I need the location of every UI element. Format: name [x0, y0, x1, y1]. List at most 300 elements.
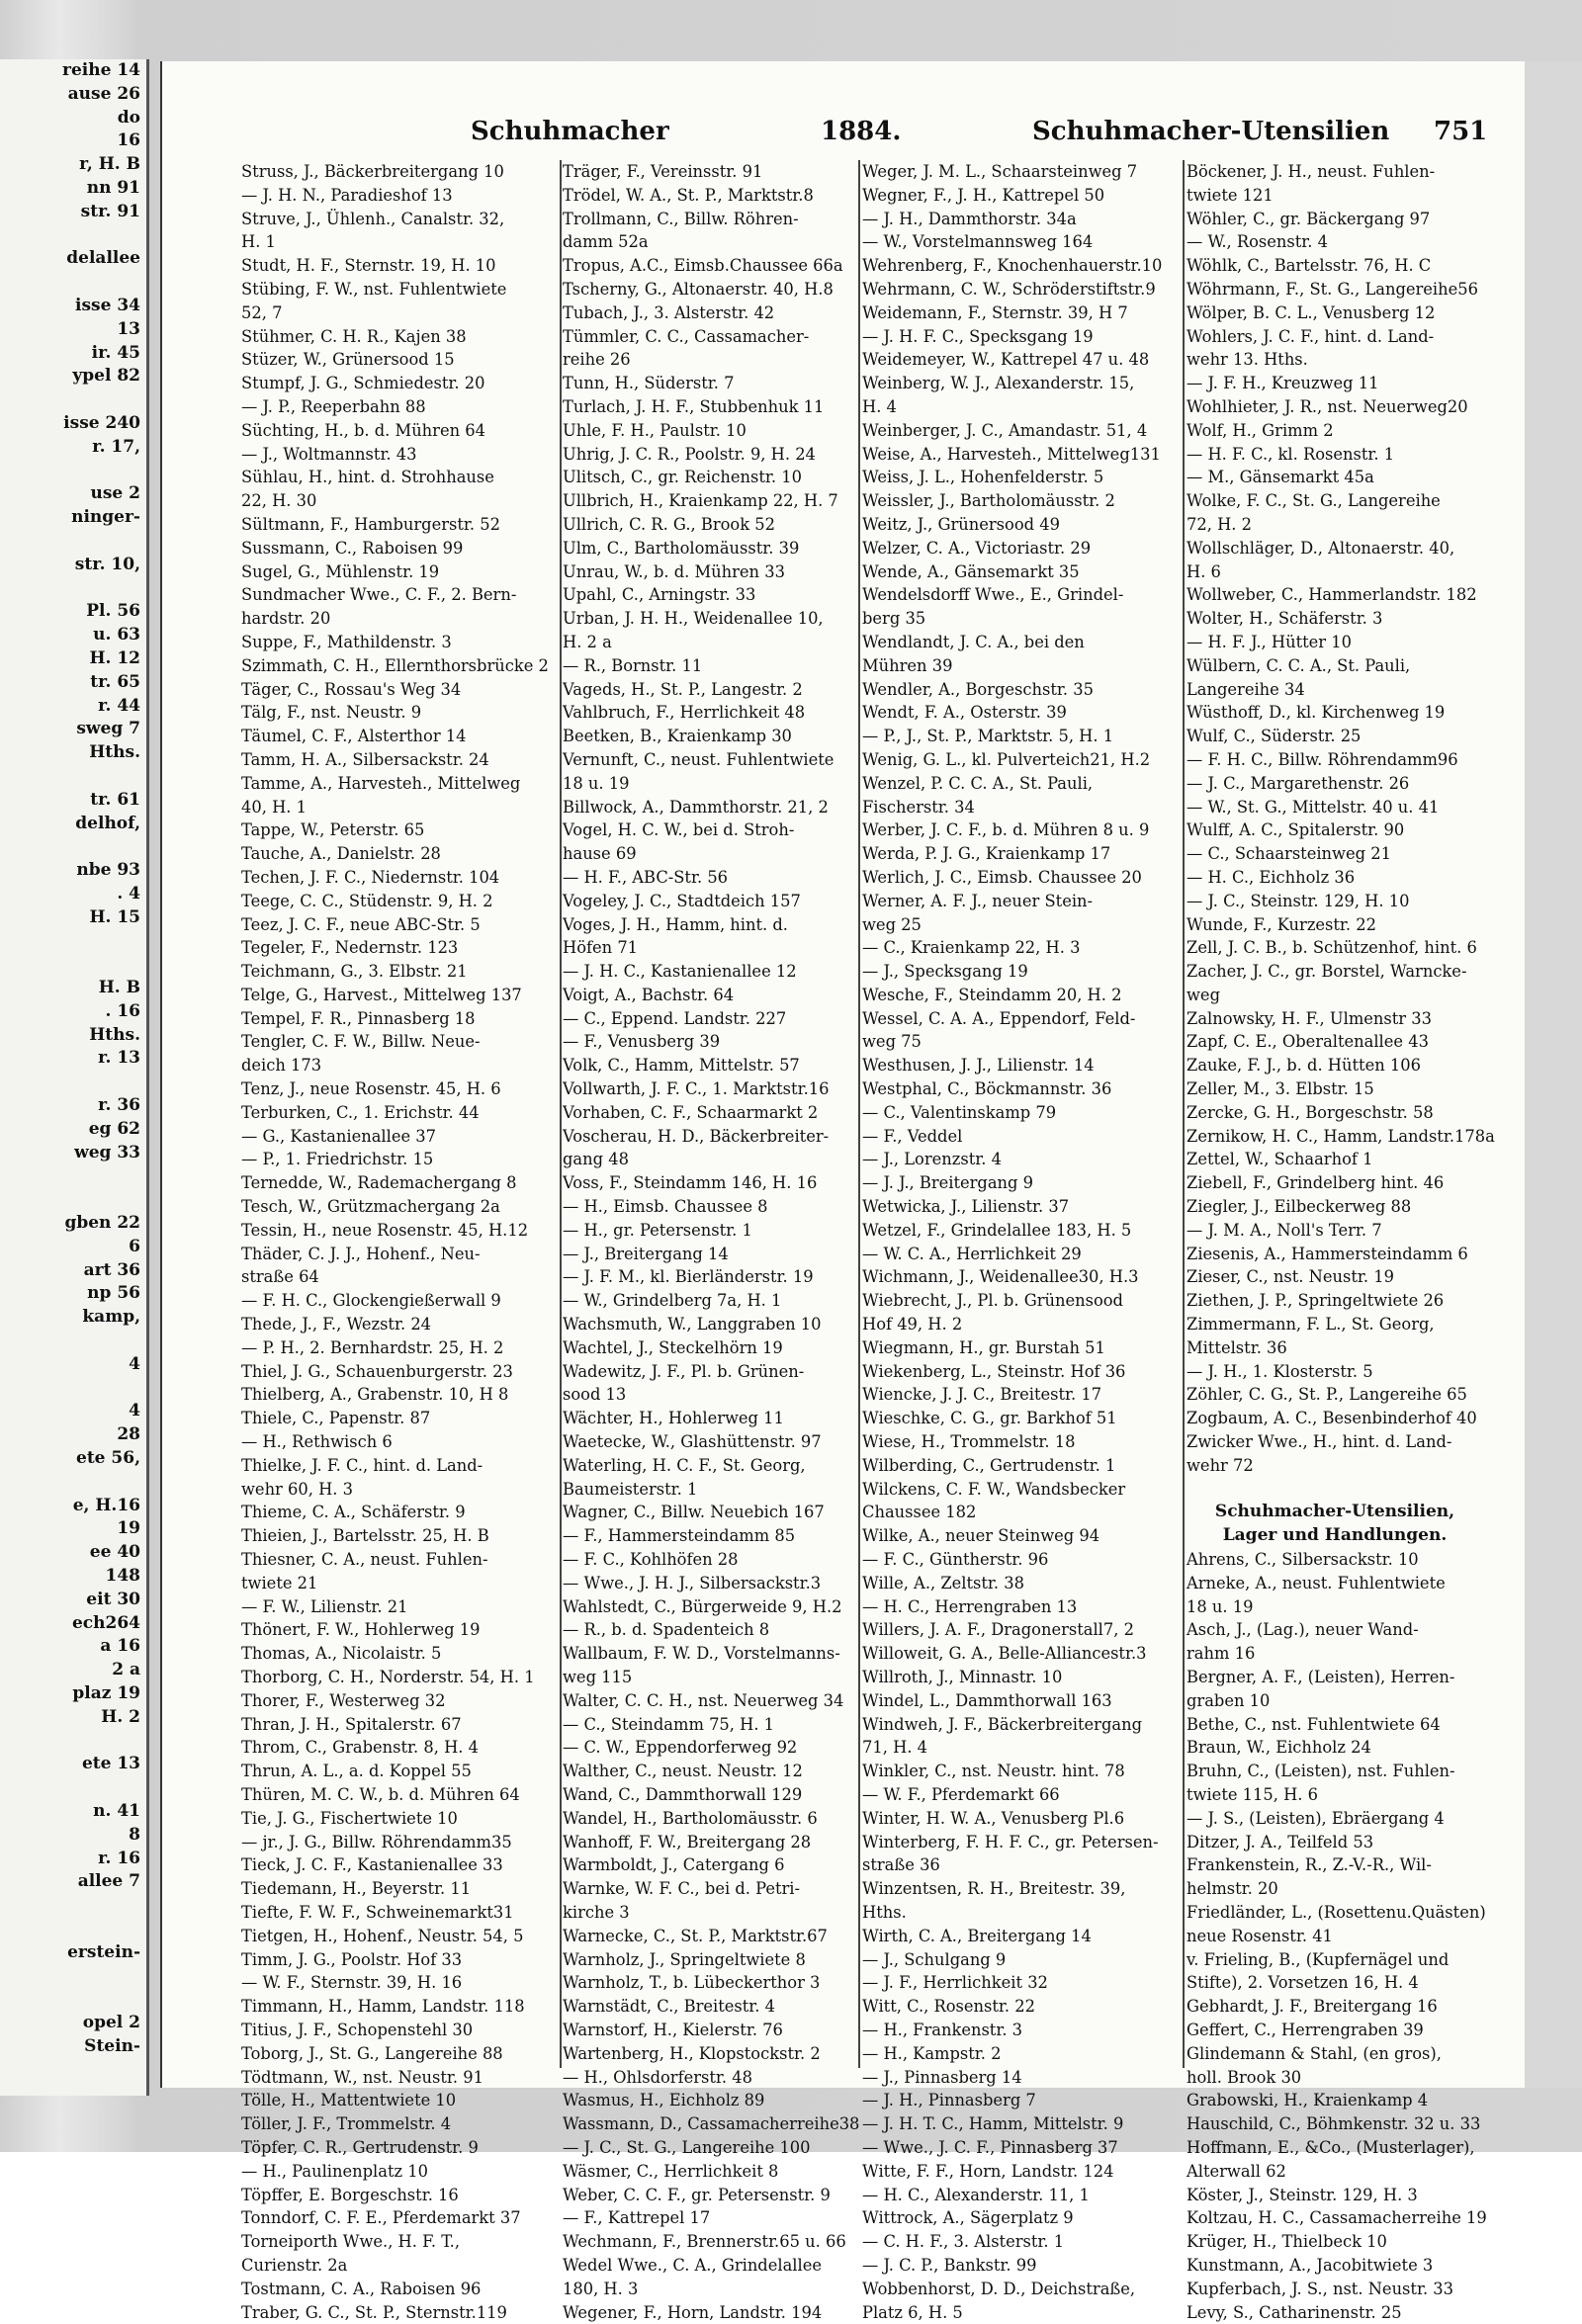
directory-entry: Friedländer, L., (Rosettenu.Quästen) [1186, 1902, 1486, 1922]
directory-entry: Mittelstr. 36 [1186, 1337, 1287, 1357]
directory-entry: Thrun, A. L., a. d. Koppel 55 [241, 1762, 472, 1781]
directory-entry: Wetwicka, J., Lilienstr. 37 [862, 1197, 1070, 1217]
directory-entry: Tiedemann, H., Beyerstr. 11 [241, 1879, 472, 1899]
directory-entry: Weber, C. C. F., gr. Petersenstr. 9 [563, 2185, 831, 2204]
left-page-line: r. 44 [98, 695, 140, 716]
directory-entry: Wohlhieter, J. R., nst. Neuerweg20 [1186, 396, 1468, 416]
directory-entry: Thönert, F. W., Hohlerweg 19 [241, 1620, 481, 1640]
left-page-line: 13 [117, 318, 140, 339]
directory-entry: hause 69 [563, 844, 637, 864]
directory-entry: Westphal, C., Böckmannstr. 36 [862, 1079, 1112, 1099]
section-heading: Lager und Handlungen. [1222, 1525, 1448, 1546]
left-page-line [0, 1965, 146, 1989]
directory-entry: Zacher, J. C., gr. Borstel, Warncke- [1186, 962, 1467, 982]
directory-entry: Weise, A., Harvesteh., Mittelweg131 [862, 444, 1161, 464]
directory-entry: — H. F. C., kl. Rosenstr. 1 [1186, 444, 1395, 464]
left-page-line: isse 240 [63, 412, 140, 433]
directory-entry: Ahrens, C., Silbersackstr. 10 [1186, 1550, 1419, 1570]
directory-entry: — C. W., Eppendorferweg 92 [563, 1738, 798, 1758]
directory-entry: Wilckens, C. F. W., Wandsbecker [862, 1479, 1126, 1499]
directory-entry: — C., Steindamm 75, H. 1 [563, 1714, 775, 1734]
directory-entry: — R., Bornstr. 11 [563, 655, 703, 675]
directory-entry: Süchting, H., b. d. Mühren 64 [241, 420, 485, 440]
directory-entry: — F., Hammersteindamm 85 [563, 1526, 796, 1546]
directory-entry: — J., Lorenzstr. 4 [862, 1150, 1002, 1169]
directory-column-2 [563, 160, 860, 2322]
directory-entry: Willers, J. A. F., Dragonerstall7, 2 [862, 1620, 1134, 1640]
left-page-line: 148 [105, 1566, 140, 1586]
directory-entry: Wahlstedt, C., Bürgerweide 9, H.2 [563, 1596, 842, 1616]
directory-entry: Thiel, J. G., Schauenburgerstr. 23 [241, 1361, 513, 1381]
directory-entry: Toborg, J., St. G., Langereihe 88 [241, 2043, 503, 2063]
directory-entry: Vogeley, J. C., Stadtdeich 157 [563, 891, 801, 910]
left-page-line: Stein- [84, 2035, 140, 2056]
directory-entry: Techen, J. F. C., Niedernstr. 104 [241, 867, 500, 887]
directory-entry: Teege, C. C., Stüdenstr. 9, H. 2 [241, 891, 493, 910]
directory-entry: Grabowski, H., Kraienkamp 4 [1186, 2091, 1429, 2110]
directory-entry: Thorer, F., Westerweg 32 [241, 1690, 446, 1710]
directory-entry: Thran, J. H., Spitalerstr. 67 [241, 1714, 462, 1734]
left-page-line: allee 7 [77, 1871, 140, 1892]
directory-entry: Wiekenberg, L., Steinstr. Hof 36 [862, 1361, 1126, 1381]
directory-entry: Ziebell, F., Grindelberg hint. 46 [1186, 1173, 1445, 1193]
directory-entry: Beetken, B., Kraienkamp 30 [563, 727, 792, 746]
directory-entry: Ulitsch, C., gr. Reichenstr. 10 [563, 468, 802, 487]
directory-entry: — W., Grindelberg 7a, H. 1 [563, 1291, 782, 1311]
directory-entry: — C., Kraienkamp 22, H. 3 [862, 938, 1081, 958]
directory-entry: Welzer, C. A., Victoriastr. 29 [862, 538, 1092, 558]
directory-entry: 18 u. 19 [563, 773, 630, 793]
directory-entry: Warnke, W. F. C., bei d. Petri- [563, 1879, 801, 1899]
directory-entry: Tubach, J., 3. Alsterstr. 42 [563, 302, 775, 322]
directory-column-4 [1186, 160, 1495, 2322]
directory-entry: Studt, H. F., Sternstr. 19, H. 10 [241, 256, 496, 276]
directory-entry: Alterwall 62 [1186, 2161, 1286, 2181]
directory-entry: Werlich, J. C., Eimsb. Chaussee 20 [862, 867, 1142, 887]
directory-entry: Tietgen, H., Hohenf., Neustr. 54, 5 [241, 1926, 524, 1945]
left-page-line [0, 460, 146, 483]
left-page-line: 2 a [112, 1660, 140, 1680]
directory-entry: Thielberg, A., Grabenstr. 10, H 8 [241, 1385, 509, 1405]
left-page-line: r. 36 [98, 1095, 140, 1116]
left-page-line: ninger- [71, 507, 140, 528]
directory-entry: Warnstädt, C., Breitestr. 4 [563, 1997, 775, 2017]
directory-entry: — J. H. C., Kastanienallee 12 [563, 962, 797, 982]
left-page-line: 4 [129, 1353, 140, 1374]
header-right-title: Schuhmacher-Utensilien [1032, 117, 1390, 146]
directory-entry: weg [1186, 985, 1220, 1004]
directory-entry: Wendelsdorff Wwe., E., Grindel- [862, 585, 1124, 605]
directory-entry: Wessel, C. A. A., Eppendorf, Feld- [862, 1008, 1136, 1028]
left-page-line [0, 929, 146, 953]
directory-entry: Warnstorf, H., Kielerstr. 76 [563, 2020, 783, 2039]
left-page-line: H. 15 [89, 906, 140, 927]
directory-entry: Szimmath, C. H., Ellernthorsbrücke 2 [241, 655, 549, 675]
left-page-line [0, 835, 146, 859]
left-page-line: np 56 [87, 1283, 140, 1304]
directory-entry: Weinberg, W. J., Alexanderstr. 15, [862, 374, 1135, 393]
directory-entry: Wulff, A. C., Spitalerstr. 90 [1186, 820, 1405, 840]
directory-entry: Wolke, F. C., St. G., Langereihe [1186, 491, 1441, 511]
directory-entry: neue Rosenstr. 41 [1186, 1926, 1333, 1945]
directory-entry: — F. C., Kohlhöfen 28 [563, 1550, 739, 1570]
directory-entry: Stübing, F. W., nst. Fuhlentwiete [241, 279, 507, 299]
directory-entry: Weger, J. M. L., Schaarsteinweg 7 [862, 162, 1138, 181]
left-page-line: ause 26 [67, 83, 140, 104]
directory-entry: — R., b. d. Spadenteich 8 [563, 1620, 770, 1640]
directory-entry: — J., Breitergang 14 [563, 1244, 729, 1263]
left-page-line [0, 1164, 146, 1188]
left-page-line: e, H.16 [72, 1495, 140, 1515]
directory-entry: — J. H., 1. Klosterstr. 5 [1186, 1361, 1373, 1381]
directory-entry: Warnholz, J., Springeltwiete 8 [563, 1949, 806, 1969]
scan-edge [1525, 61, 1582, 2088]
directory-entry: Zalnowsky, H. F., Ulmenstr 33 [1186, 1008, 1432, 1028]
directory-entry: Hths. [862, 1902, 907, 1922]
left-page-line: str. 10, [74, 554, 140, 574]
left-page-line: ypel 82 [72, 366, 140, 387]
left-page-line: nn 91 [86, 177, 140, 198]
directory-entry: Ternedde, W., Rademachergang 8 [241, 1173, 517, 1193]
directory-entry: — J. P., Reeperbahn 88 [241, 396, 426, 416]
directory-entry: Weiss, J. L., Hohenfelderstr. 5 [862, 468, 1104, 487]
directory-entry: Levy, S., Catharinenstr. 25 [1186, 2302, 1402, 2322]
directory-entry: Zercke, G. H., Borgeschstr. 58 [1186, 1102, 1434, 1122]
directory-entry [1186, 1478, 1483, 1502]
directory-entry: Wassmann, D., Cassamacherreihe38 [563, 2114, 860, 2134]
directory-entry: Uhrig, J. C. R., Poolstr. 9, H. 24 [563, 444, 816, 464]
directory-entry: — W., Vorstelmannsweg 164 [862, 232, 1094, 252]
left-page-line [0, 1330, 146, 1353]
directory-entry: 71, H. 4 [862, 1738, 927, 1758]
column-divider [858, 160, 860, 2068]
left-page-line: gben 22 [64, 1213, 140, 1234]
directory-entry: Kupferbach, J. S., nst. Neustr. 33 [1186, 2279, 1454, 2298]
directory-entry: straße 64 [241, 1267, 319, 1287]
page-number: 751 [1434, 117, 1488, 146]
directory-entry: Voscherau, H. D., Bäckerbreiter- [563, 1126, 830, 1146]
directory-entry: Chaussee 182 [862, 1503, 977, 1522]
directory-entry: — C., Schaarsteinweg 21 [1186, 844, 1391, 864]
directory-entry: Torneiporth Wwe., H. F. T., [241, 2232, 461, 2252]
directory-entry: v. Frieling, B., (Kupfernägel und [1186, 1949, 1450, 1969]
left-page-line [0, 1894, 146, 1918]
directory-entry: Wadewitz, J. F., Pl. b. Grünen- [563, 1361, 805, 1381]
directory-entry: — H., Frankenstr. 3 [862, 2020, 1023, 2039]
directory-entry: Walther, C., neust. Neustr. 12 [563, 1762, 803, 1781]
directory-entry: Thäder, C. J. J., Hohenf., Neu- [241, 1244, 481, 1263]
directory-entry: Arneke, A., neust. Fuhlentwiete [1186, 1573, 1446, 1592]
directory-entry: Thede, J., F., Wezstr. 24 [241, 1315, 432, 1334]
left-page-line [0, 1188, 146, 1212]
directory-entry: Voges, J. H., Hamm, hint. d. [563, 914, 788, 934]
directory-entry: Struss, J., Bäckerbreitergang 10 [241, 162, 504, 181]
directory-entry: — G., Kastanienallee 37 [241, 1126, 436, 1146]
directory-entry: — J. H., Dammthorstr. 34a [862, 209, 1077, 228]
directory-entry: 180, H. 3 [563, 2279, 639, 2298]
directory-entry: Wedel Wwe., C. A., Grindelallee [563, 2255, 822, 2275]
directory-entry: Baumeisterstr. 1 [563, 1479, 698, 1499]
directory-entry: Tesch, W., Grützmachergang 2a [241, 1197, 500, 1217]
directory-entry: — H. F., ABC-Str. 56 [563, 867, 729, 887]
directory-entry: — C. H. F., 3. Alsterstr. 1 [862, 2232, 1065, 2252]
directory-entry: Suppe, F., Mathildenstr. 3 [241, 632, 452, 651]
left-page-line [0, 953, 146, 977]
directory-entry: Werber, J. C. F., b. d. Mühren 8 u. 9 [862, 820, 1150, 840]
directory-entry: Ullbrich, H., Kraienkamp 22, H. 7 [563, 491, 838, 511]
directory-entry: — Wwe., J. C. F., Pinnasberg 37 [862, 2137, 1118, 2157]
directory-entry: Wallbaum, F. W. D., Vorstelmanns- [563, 1644, 840, 1664]
directory-entry: Wiese, H., Trommelstr. 18 [862, 1432, 1076, 1452]
directory-entry: Wieschke, C. G., gr. Barkhof 51 [862, 1409, 1117, 1428]
directory-entry: Tropus, A.C., Eimsb.Chaussee 66a [563, 256, 843, 276]
directory-entry: Ditzer, J. A., Teilfeld 53 [1186, 1832, 1374, 1851]
directory-entry: Wegner, F., J. H., Kattrepel 50 [862, 185, 1105, 205]
directory-entry: Wittrock, A., Sägerplatz 9 [862, 2208, 1074, 2228]
directory-entry: Wilke, A., neuer Steinweg 94 [862, 1526, 1100, 1546]
left-page-line: eit 30 [86, 1589, 140, 1609]
directory-entry: Tölle, H., Mattentwiete 10 [241, 2091, 457, 2110]
left-page-line: 28 [117, 1424, 140, 1445]
directory-entry: Wehrmann, C. W., Schröderstiftstr.9 [862, 279, 1156, 299]
left-page-line: sweg 7 [76, 719, 140, 739]
left-page-line: erstein- [67, 1941, 140, 1962]
directory-entry: — H. C., Eichholz 36 [1186, 867, 1356, 887]
directory-entry: Tieck, J. C. F., Kastanienallee 33 [241, 1855, 503, 1875]
directory-entry: Täger, C., Rossau's Weg 34 [241, 679, 462, 699]
directory-entry: Zöhler, C. G., St. P., Langereihe 65 [1186, 1385, 1467, 1405]
directory-entry: Wobbenhorst, D. D., Deichstraße, [862, 2279, 1136, 2298]
directory-entry: Wolter, H., Schäferstr. 3 [1186, 609, 1383, 629]
directory-entry: — W. F., Pferdemarkt 66 [862, 1784, 1060, 1804]
directory-entry: Tunn, H., Süderstr. 7 [563, 374, 735, 393]
directory-entry: Traber, G. C., St. P., Sternstr.119 [241, 2302, 507, 2322]
directory-entry: Vahlbruch, F., Herrlichkeit 48 [563, 703, 806, 723]
directory-entry: Böckener, J. H., neust. Fuhlen- [1186, 162, 1436, 181]
directory-entry: Winzentsen, R. H., Breitestr. 39, [862, 1879, 1126, 1899]
left-page-line: ete 56, [76, 1448, 140, 1469]
directory-entry: Tiefte, F. W. F., Schweinemarkt31 [241, 1902, 514, 1922]
directory-entry: Sühlau, H., hint. d. Strohhause [241, 468, 494, 487]
directory-entry: — J. J., Breitergang 9 [862, 1173, 1033, 1193]
directory-entry: Wasmus, H., Eichholz 89 [563, 2091, 765, 2110]
directory-entry: — F. W., Lilienstr. 21 [241, 1596, 408, 1616]
directory-entry: Waetecke, W., Glashüttenstr. 97 [563, 1432, 822, 1452]
left-page-line: Hths. [89, 742, 140, 763]
left-page-line: H. B [98, 978, 140, 998]
left-page-line: n. 41 [93, 1800, 140, 1821]
directory-entry: kirche 3 [563, 1902, 630, 1922]
left-page-line: eg 62 [88, 1118, 140, 1139]
directory-entry: Werner, A. F. J., neuer Stein- [862, 891, 1094, 910]
directory-entry: Sültmann, F., Hamburgerstr. 52 [241, 514, 500, 534]
directory-entry: Wendt, F. A., Osterstr. 39 [862, 703, 1067, 723]
directory-entry: Westhusen, J. J., Lilienstr. 14 [862, 1056, 1095, 1076]
directory-entry: Weissler, J., Bartholomäusstr. 2 [862, 491, 1115, 511]
left-page-line: H. 2 [101, 1706, 140, 1727]
directory-entry: hardstr. 20 [241, 609, 331, 629]
directory-entry: wehr 72 [1186, 1455, 1254, 1475]
left-page-line [0, 388, 146, 412]
left-page-line: Pl. 56 [86, 601, 140, 622]
directory-entry: H. 6 [1186, 561, 1221, 581]
directory-entry: — J. C. P., Bankstr. 99 [862, 2255, 1037, 2275]
directory-entry: Tümmler, C. C., Cassamacher- [563, 326, 810, 346]
directory-entry: Walter, C. C. H., nst. Neuerweg 34 [563, 1690, 844, 1710]
directory-entry: Wartenberg, H., Klopstockstr. 2 [563, 2043, 821, 2063]
directory-entry: Hof 49, H. 2 [862, 1315, 963, 1334]
directory-entry: Teez, J. C. F., neue ABC-Str. 5 [241, 914, 481, 934]
header-left-title: Schuhmacher [471, 117, 669, 146]
left-page-line: art 36 [83, 1259, 140, 1280]
directory-entry: Zeller, M., 3. Elbstr. 15 [1186, 1079, 1374, 1099]
directory-entry: Thielke, J. F. C., hint. d. Land- [241, 1455, 483, 1475]
directory-entry: — J. C., St. G., Langereihe 100 [563, 2137, 811, 2157]
directory-entry: Ziesenis, A., Hammersteindamm 6 [1186, 1244, 1468, 1263]
directory-entry: Wächter, H., Hohlerweg 11 [563, 1409, 784, 1428]
directory-entry: Vogel, H. C. W., bei d. Stroh- [563, 820, 795, 840]
directory-entry: — J. H., Pinnasberg 7 [862, 2091, 1036, 2110]
directory-entry: Wilberding, C., Gertrudenstr. 1 [862, 1455, 1116, 1475]
directory-entry: damm 52a [563, 232, 649, 252]
directory-entry: Ulm, C., Bartholomäusstr. 39 [563, 538, 800, 558]
directory-entry: Weidemeyer, W., Kattrepel 47 u. 48 [862, 350, 1150, 370]
left-page-line: 6 [129, 1236, 140, 1256]
directory-entry: — J., Schulgang 9 [862, 1949, 1007, 1969]
directory-entry: — F. H. C., Glockengießerwall 9 [241, 1291, 501, 1311]
directory-entry: — F., Venusberg 39 [563, 1032, 721, 1052]
directory-entry: Wirth, C. A., Breitergang 14 [862, 1926, 1092, 1945]
directory-entry: Trödel, W. A., St. P., Marktstr.8 [563, 185, 814, 205]
directory-entry: — J. C., Steinstr. 129, H. 10 [1186, 891, 1410, 910]
directory-entry: twiete 121 [1186, 185, 1274, 205]
directory-entry: graben 10 [1186, 1690, 1271, 1710]
directory-entry: — F., Kattrepel 17 [563, 2208, 711, 2228]
directory-entry: Struve, J., Ühlenh., Canalstr. 32, [241, 209, 505, 228]
directory-entry: — J. S., (Leisten), Ebräergang 4 [1186, 1808, 1445, 1828]
left-page-line: u. 63 [93, 625, 140, 646]
directory-entry: Zettel, W., Schaarhof 1 [1186, 1150, 1373, 1169]
directory-entry: Wenzel, P. C. C. A., St. Pauli, [862, 773, 1094, 793]
directory-entry: Frankenstein, R., Z.-V.-R., Wil- [1186, 1855, 1432, 1875]
directory-entry: Glindemann & Stahl, (en gros), [1186, 2043, 1442, 2063]
directory-entry: Wendlandt, J. C. A., bei den [862, 632, 1085, 651]
directory-entry: Tengler, C. F. W., Billw. Neue- [241, 1032, 481, 1052]
directory-entry: Sussmann, C., Raboisen 99 [241, 538, 464, 558]
directory-entry: Zernikow, H. C., Hamm, Landstr.178a [1186, 1126, 1495, 1146]
directory-entry: Wetzel, F., Grindelallee 183, H. 5 [862, 1220, 1132, 1240]
left-page-line: r. 13 [98, 1048, 140, 1069]
directory-entry: Asch, J., (Lag.), neuer Wand- [1186, 1620, 1419, 1640]
directory-entry: twiete 21 [241, 1573, 318, 1592]
directory-entry: gang 48 [563, 1150, 629, 1169]
directory-entry: Weidemann, F., Sternstr. 39, H 7 [862, 302, 1128, 322]
directory-entry: Stifte), 2. Vorsetzen 16, H. 4 [1186, 1973, 1419, 1993]
left-page-line [0, 577, 146, 601]
directory-entry: Langereihe 34 [1186, 679, 1305, 699]
directory-entry: twiete 115, H. 6 [1186, 1784, 1319, 1804]
left-page-line: r, H. B [79, 154, 140, 175]
directory-entry: 18 u. 19 [1186, 1596, 1254, 1616]
left-page-line: 16 [117, 130, 140, 151]
left-page-line: plaz 19 [72, 1682, 140, 1703]
directory-entry: Upahl, C., Arningstr. 33 [563, 585, 756, 605]
directory-entry: Winter, H. W. A., Venusberg Pl.6 [862, 1808, 1125, 1828]
directory-entry: Voss, F., Steindamm 146, H. 16 [563, 1173, 818, 1193]
directory-entry: Tauche, A., Danielstr. 28 [241, 844, 441, 864]
directory-entry: Thiesner, C. A., neust. Fuhlen- [241, 1550, 488, 1570]
directory-entry: Wanhoff, F. W., Breitergang 28 [563, 1832, 812, 1851]
directory-entry: Timm, J. G., Poolstr. Hof 33 [241, 1949, 463, 1969]
directory-entry: Timmann, H., Hamm, Landstr. 118 [241, 1997, 525, 2017]
directory-entry: Tenz, J., neue Rosenstr. 45, H. 6 [241, 1079, 501, 1099]
directory-entry: — F., Veddel [862, 1126, 963, 1146]
directory-entry: — C., Valentinskamp 79 [862, 1102, 1057, 1122]
directory-entry: — Wwe., J. H. J., Silbersackstr.3 [563, 1573, 822, 1592]
directory-entry: Vollwarth, J. F. C., 1. Marktstr.16 [563, 1079, 830, 1099]
directory-entry: Wöhler, C., gr. Bäckergang 97 [1186, 209, 1431, 228]
directory-entry: Wand, C., Dammthorwall 129 [563, 1784, 803, 1804]
directory-entry: Volk, C., Hamm, Mittelstr. 57 [563, 1056, 800, 1076]
left-page-line: weg 33 [74, 1142, 140, 1162]
directory-entry: Gebhardt, J. F., Breitergang 16 [1186, 1997, 1438, 2017]
directory-entry: — J. H. T. C., Hamm, Mittelstr. 9 [862, 2114, 1124, 2134]
directory-entry: Wäsmer, C., Herrlichkeit 8 [563, 2161, 779, 2181]
directory-entry: Wachtel, J., Steckelhörn 19 [563, 1337, 783, 1357]
directory-entry: Trollmann, C., Billw. Röhren- [563, 209, 799, 228]
directory-entry: Thüren, M. C. W., b. d. Mühren 64 [241, 1784, 520, 1804]
left-page-line: 4 [129, 1401, 140, 1421]
directory-entry: — H., Rethwisch 6 [241, 1432, 393, 1452]
left-page-line: nbe 93 [76, 860, 140, 881]
directory-entry: Tscherny, G., Altonaerstr. 40, H.8 [563, 279, 834, 299]
directory-entry: — W. C. A., Herrlichkeit 29 [862, 1244, 1082, 1263]
directory-entry: Wegener, F., Horn, Landstr. 194 [563, 2302, 823, 2322]
directory-entry: H. 4 [862, 396, 897, 416]
directory-entry: Tödtmann, W., nst. Neustr. 91 [241, 2067, 483, 2087]
directory-entry: Windel, L., Dammthorwall 163 [862, 1690, 1112, 1710]
directory-entry: 72, H. 2 [1186, 514, 1252, 534]
directory-entry: Waterling, H. C. F., St. Georg, [563, 1455, 806, 1475]
left-page-line: tr. 61 [90, 789, 140, 810]
left-page-line: reihe 14 [62, 60, 140, 80]
directory-entry: Tonndorf, C. F. E., Pferdemarkt 37 [241, 2208, 521, 2228]
directory-entry: sood 13 [563, 1385, 627, 1405]
directory-entry: Wichmann, J., Weidenallee30, H.3 [862, 1267, 1139, 1287]
left-page-line: tr. 65 [90, 671, 140, 692]
directory-entry: straße 36 [862, 1855, 940, 1875]
left-page-line [0, 271, 146, 295]
directory-entry: — J. M. A., Noll's Terr. 7 [1186, 1220, 1382, 1240]
directory-entry: Winkler, C., nst. Neustr. hint. 78 [862, 1762, 1125, 1781]
directory-entry: Uhle, F. H., Paulstr. 10 [563, 420, 747, 440]
left-page-line: H. 12 [89, 647, 140, 668]
left-page-line [0, 1988, 146, 2012]
directory-entry: — H. F. J., Hütter 10 [1186, 632, 1352, 651]
directory-entry: reihe 26 [563, 350, 631, 370]
directory-entry: Thomas, A., Nicolaistr. 5 [241, 1644, 442, 1664]
directory-entry: 52, 7 [241, 302, 283, 322]
directory-entry: — J., Woltmannstr. 43 [241, 444, 417, 464]
directory-entry: Curienstr. 2a [241, 2255, 348, 2275]
directory-entry: Wenig, G. L., kl. Pulverteich21, H.2 [862, 749, 1151, 769]
directory-entry: Bethe, C., nst. Fuhlentwiete 64 [1186, 1714, 1441, 1734]
left-page-line: a 16 [100, 1636, 140, 1657]
directory-entry: Zauke, F. J., b. d. Hütten 106 [1186, 1056, 1421, 1076]
directory-entry: Vageds, H., St. P., Langestr. 2 [563, 679, 803, 699]
directory-entry: 40, H. 1 [241, 797, 307, 817]
directory-entry: Witte, F. F., Horn, Landstr. 124 [862, 2161, 1114, 2181]
